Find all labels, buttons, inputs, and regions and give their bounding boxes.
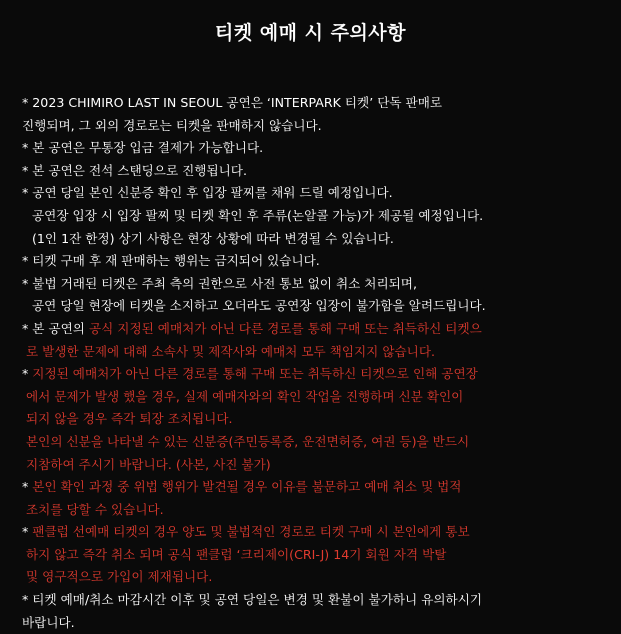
notice-text: 티켓 구매 후 재 판매하는 행위는 금지되어 있습니다. <box>32 253 320 269</box>
notice-item-continuation <box>22 205 607 228</box>
bullet-mark: * <box>22 162 29 178</box>
bullet-mark: * <box>22 366 29 382</box>
notice-text: 공연장 입장 시 입장 팔찌 및 티켓 확인 후 주류(논알콜 가능)가 제공될 예정입니다. <box>32 207 484 223</box>
notice-item-continuation <box>22 386 607 409</box>
notice-item-continuation <box>22 228 607 251</box>
notice-item <box>22 521 607 544</box>
notice-item-continuation <box>22 408 607 431</box>
bullet-mark: * <box>22 320 29 336</box>
notice-item <box>22 318 607 341</box>
bullet-mark: * <box>22 140 29 156</box>
notice-text: 공연 당일 본인 신분증 확인 후 입장 팔찌를 채워 드릴 예정입니다. <box>32 185 393 201</box>
notice-text: 바랍니다. <box>22 614 75 630</box>
notice-item <box>22 589 607 612</box>
notice-text: 본 공연은 무통장 입금 결제가 가능합니다. <box>32 140 264 156</box>
notice-text: 불법 거래된 티켓은 주최 측의 권한으로 사전 통보 없이 취소 처리되며, <box>32 275 417 291</box>
bullet-mark: * <box>22 592 29 608</box>
notice-warning-text: 지정된 예매처가 아닌 다른 경로를 통해 구매 또는 취득하신 티켓으로 인해 공연장 <box>32 366 478 382</box>
notice-item <box>22 476 607 499</box>
notice-text: 진행되며, 그 외의 경로로는 티켓을 판매하지 않습니다. <box>22 117 322 133</box>
bullet-mark: * <box>22 479 29 495</box>
notice-warning-text: 팬클럽 선예매 티켓의 경우 양도 및 불법적인 경로로 티켓 구매 시 본인에게 통보 <box>32 524 470 540</box>
bullet-mark: * <box>22 95 29 110</box>
notice-item-continuation <box>22 431 607 454</box>
notice-item-continuation <box>22 454 607 477</box>
notice-text: 2023 CHIMIRO LAST IN SEOUL 공연은 ‘INTERPARK 티켓’ 단독 판매로 <box>32 95 443 110</box>
notice-list <box>22 92 607 634</box>
notice-item <box>22 137 607 160</box>
notice-item-continuation <box>22 295 607 318</box>
notice-text: 티켓 예매/취소 마감시간 이후 및 공연 당일은 변경 및 환불이 불가하니 유의하시기 <box>32 592 483 608</box>
bullet-mark: * <box>22 185 29 201</box>
notice-warning-text: 공식 지정된 예매처가 아닌 다른 경로를 통해 구매 또는 취득하신 티켓으 <box>88 320 482 336</box>
notice-item <box>22 182 607 205</box>
bullet-mark: * <box>22 524 29 540</box>
notice-warning-text: 에서 문제가 발생 했을 경우, 실제 예매자와의 확인 작업을 진행하며 신분 확인이 <box>26 388 464 404</box>
notice-warning-text: 본인의 신분을 나타낼 수 있는 신분증(주민등록증, 운전면허증, 여권 등)을 반드시 <box>26 433 470 449</box>
notice-text: 공연 당일 현장에 티켓을 소지하고 오더라도 공연장 입장이 불가함을 알려드립니다. <box>32 298 486 314</box>
notice-item-continuation <box>22 544 607 567</box>
notice-item-continuation <box>22 499 607 522</box>
notice-item-continuation <box>22 566 607 589</box>
notice-item <box>22 250 607 273</box>
notice-text: 본 공연은 전석 스탠딩으로 진행됩니다. <box>32 162 247 178</box>
notice-item <box>22 92 607 115</box>
notice-item <box>22 160 607 183</box>
notice-item-continuation <box>22 341 607 364</box>
notice-warning-text: 로 발생한 문제에 대해 소속사 및 제작사와 예매처 모두 책임지지 않습니다. <box>26 343 436 359</box>
page-title: 티켓 예매 시 주의사항 <box>214 22 407 44</box>
notice-warning-text: 본인 확인 과정 중 위법 행위가 발견될 경우 이유를 불문하고 예매 취소 및 법적 <box>32 479 462 495</box>
notice-text: (1인 1잔 한정) 상기 사항은 현장 상황에 따라 변경될 수 있습니다. <box>32 230 394 246</box>
bullet-mark: * <box>22 275 29 291</box>
notice-item <box>22 363 607 386</box>
notice-warning-text: 지참하여 주시기 바랍니다. (사본, 사진 불가) <box>26 456 271 472</box>
notice-warning-text: 및 영구적으로 가입이 제재됩니다. <box>26 569 213 585</box>
notice-item-continuation <box>22 612 607 634</box>
notice-warning-text: 조치를 당할 수 있습니다. <box>26 501 164 517</box>
bullet-mark: * <box>22 253 29 269</box>
notice-item-continuation <box>22 115 607 138</box>
notice-warning-text: 되지 않을 경우 즉각 퇴장 조치됩니다. <box>26 411 233 427</box>
notice-text: 본 공연의 <box>32 320 89 336</box>
notice-item <box>22 273 607 296</box>
notice-warning-text: 하지 않고 즉각 취소 되며 공식 팬클럽 ‘크리제이(CRI-J) 14기 회원 자격 박탈 <box>26 546 447 562</box>
